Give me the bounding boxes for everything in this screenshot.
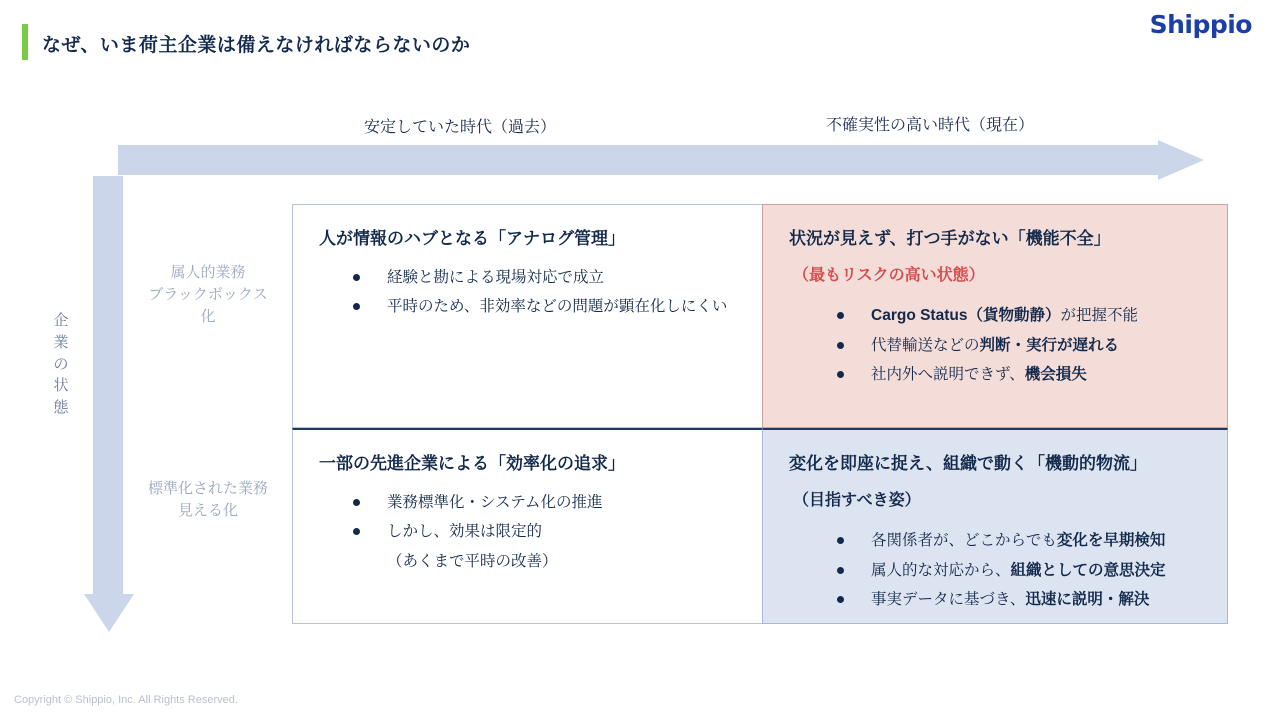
- state-axis-arrow-shaft: [93, 176, 123, 596]
- cell-heading: 一部の先進企業による「効率化の追求」: [319, 454, 625, 473]
- state-axis-char-1: 業: [53, 333, 69, 351]
- list-item: 経験と勘による現場対応で成立: [349, 265, 736, 291]
- cell-heading: 人が情報のハブとなる「アナログ管理」: [319, 229, 625, 248]
- cell-bullet-list: [319, 265, 736, 320]
- matrix-cell-now-attributed: [762, 204, 1228, 428]
- state-axis-char-3: 状: [53, 377, 69, 395]
- row-label-attributed: 属人的業務 ブラックボックス 化: [148, 264, 268, 325]
- cell-subheading: （目指すべき姿）: [793, 491, 921, 509]
- matrix-cell-past-attributed: [292, 204, 762, 428]
- cell-bullet-list: [789, 303, 1201, 388]
- state-axis-char-2: の: [53, 355, 69, 373]
- era-label-past: 安定していた時代（過去）: [364, 119, 557, 136]
- shippio-logo: Shippio: [1149, 10, 1252, 39]
- list-item: 事実データに基づき、迅速に説明・解決: [833, 587, 1201, 613]
- state-axis-label: [48, 310, 74, 419]
- cell-subheading: （最もリスクの高い状態）: [793, 266, 985, 284]
- era-label-now: 不確実性の高い時代（現在）: [826, 117, 1035, 134]
- page-title-text: なぜ、いま荷主企業は備えなければならないのか: [42, 34, 471, 56]
- list-item: 平時のため、非効率などの問題が顕在化しにくい: [349, 294, 736, 320]
- title-accent-bar: [22, 24, 28, 60]
- matrix-cell-past-standardized: [292, 428, 762, 624]
- list-item: 社内外へ説明できず、機会損失: [833, 362, 1201, 388]
- list-item: 属人的な対応から、組織としての意思決定: [833, 558, 1201, 584]
- timeline-arrow: [118, 140, 1204, 180]
- list-item: しかし、効果は限定的: [349, 519, 736, 545]
- cell-bullet-list: [789, 528, 1201, 613]
- comparison-matrix: [292, 204, 1228, 624]
- list-item: 業務標準化・システム化の推進: [349, 490, 736, 516]
- timeline-arrow-shaft: [118, 145, 1158, 175]
- state-axis-char-0: 企: [53, 312, 69, 329]
- list-item: Cargo Status（貨物動静）が把握不能: [833, 303, 1201, 329]
- row-label-standardized: 標準化された業務 見える化: [147, 480, 268, 519]
- state-axis-char-4: 態: [53, 399, 69, 416]
- state-axis-arrow: [84, 176, 134, 632]
- cell-heading: 変化を即座に捉え、組織で動く「機動的物流」: [789, 454, 1148, 473]
- matrix-cell-now-standardized: [762, 428, 1228, 624]
- list-item: 各関係者が、どこからでも変化を早期検知: [833, 528, 1201, 554]
- cell-bullet-list: [319, 490, 736, 575]
- page-title: [22, 26, 470, 60]
- list-item: （あくまで平時の改善）: [387, 552, 558, 570]
- state-axis-arrow-head: [84, 594, 134, 632]
- list-item: 代替輸送などの判断・実行が遅れる: [833, 333, 1201, 359]
- cell-heading: 状況が見えず、打つ手がない「機能不全」: [789, 229, 1111, 248]
- footer-copyright: Copyright © Shippio, Inc. All Rights Reserved.: [14, 694, 238, 706]
- timeline-arrow-head: [1158, 140, 1204, 180]
